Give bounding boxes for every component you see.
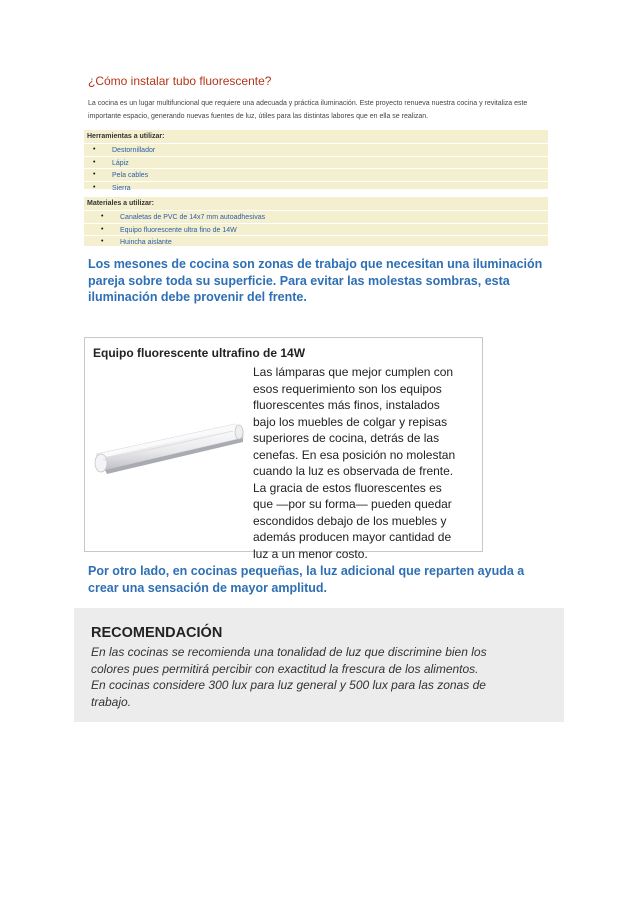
- text-line: En cocinas considere 300 lux para luz general y 500 lux para las zonas de: [91, 678, 486, 692]
- list-item: [84, 223, 548, 236]
- recommendation-title: RECOMENDACIÓN: [91, 625, 223, 641]
- tool-label: Destornillador: [112, 147, 156, 154]
- text-line: La gracia de estos fluorescentes es: [253, 480, 442, 495]
- materials-panel: [84, 197, 548, 246]
- lead-paragraph-2: Por otro lado, en cocinas pequeñas, la luz adicional que reparten ayuda a crear una sensación de mayor amplitud.: [88, 564, 525, 595]
- tools-heading: Herramientas a utilizar:: [87, 133, 165, 140]
- bullet-icon: •: [101, 213, 104, 220]
- text-line: cuando la luz es observada de frente.: [253, 464, 454, 478]
- materials-heading: Materiales a utilizar:: [87, 200, 154, 207]
- text-line: En las cocinas se recomienda una tonalidad de luz que discrimine bien los: [91, 645, 487, 659]
- text-line: colores pues permitirá percibir con exactitud la frescura de los alimentos.: [91, 661, 479, 676]
- text-line: cenefas. En esa posición no molestan: [253, 447, 456, 462]
- bullet-icon: •: [93, 171, 96, 178]
- equipment-box: [84, 337, 483, 561]
- recommendation-box: [74, 608, 564, 722]
- list-item: [84, 156, 548, 169]
- page-title: ¿Cómo instalar tubo fluorescente?: [88, 74, 272, 88]
- material-label: Canaletas de PVC de 14x7 mm autoadhesivas: [120, 214, 266, 221]
- text-line: trabajo.: [91, 694, 132, 709]
- text-line: bajo los muebles de colgar y repisas: [253, 414, 448, 429]
- text-line: esos requerimiento son los equipos: [253, 381, 442, 396]
- bullet-icon: •: [93, 158, 96, 166]
- text-line: luz a un menor costo.: [253, 546, 368, 561]
- equipment-description: [253, 364, 475, 562]
- material-label: Huincha aislante: [120, 239, 172, 246]
- tool-label: Pela cables: [112, 172, 149, 179]
- lead-paragraph-1: Los mesones de cocina son zonas de trabajo que necesitan una iluminación pareja sobre toda su superficie. Para evitar las molestas sombras, esta iluminación debe provenir del frente.: [88, 257, 543, 304]
- material-label: Equipo fluorescente ultra fino de 14W: [120, 226, 237, 234]
- tool-label: Sierra: [112, 184, 131, 192]
- bullet-icon: •: [101, 225, 104, 233]
- text-line: que —por su forma— pueden quedar: [253, 497, 452, 511]
- fluorescent-lamp-image: [93, 416, 245, 478]
- intro-paragraph: La cocina es un lugar multifuncional que requiere una adecuada y práctica iluminación. Este proyecto renueva nuestra cocina y revitaliza este importante espacio, generando nuevas fuentes de luz, útiles para las distintas labores que en ella se realizan.: [88, 100, 528, 120]
- recommendation-text: [91, 644, 531, 710]
- tools-panel: [84, 130, 548, 192]
- list-item: [84, 235, 548, 248]
- bullet-icon: •: [93, 183, 96, 191]
- list-item: [84, 143, 548, 156]
- equipment-title: Equipo fluorescente ultrafino de 14W: [93, 346, 306, 360]
- list-item: [84, 210, 548, 223]
- text-line: superiores de cocina, detrás de las: [253, 431, 440, 445]
- text-line: además producen mayor cantidad de: [253, 530, 452, 544]
- bullet-icon: •: [93, 146, 96, 153]
- bullet-icon: •: [101, 238, 104, 245]
- tool-label: Lápiz: [112, 159, 129, 167]
- list-item: [84, 181, 548, 194]
- text-line: Las lámparas que mejor cumplen con: [253, 365, 454, 379]
- text-line: fluorescentes más finos, instalados: [253, 398, 440, 412]
- text-line: escondidos debajo de los muebles y: [253, 513, 447, 528]
- list-item: [84, 168, 548, 181]
